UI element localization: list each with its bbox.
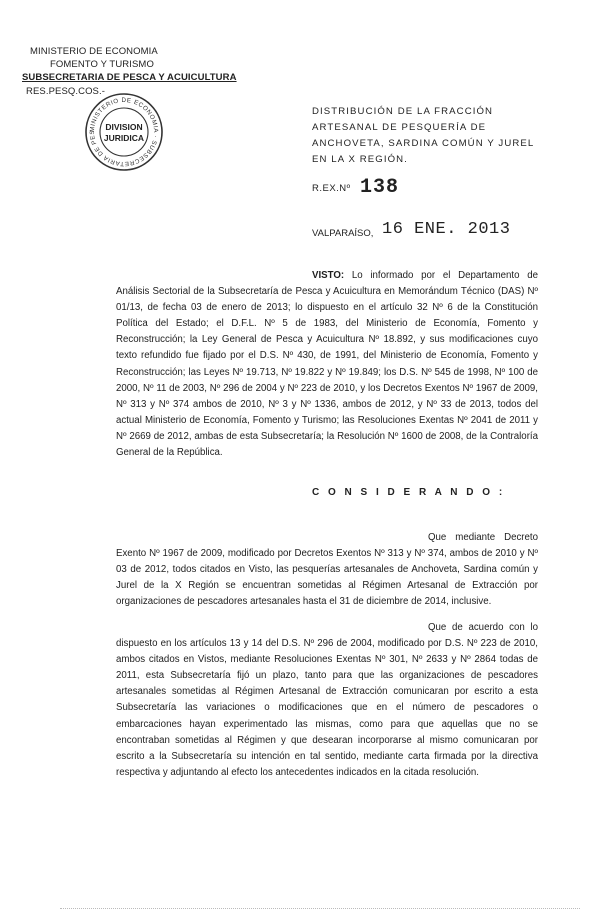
date-row [312,218,532,248]
stamp-ring-text: MINISTERIO DE ECONOMIA · SUBSECRETARIA DE PES [88,96,160,168]
considerando-paragraph-1: Que mediante Decreto Exento Nº 1967 de 2009, modificado por Decretos Exentos Nº 313 y Nº 374, ambos de 2010 y Nº 03 de 2012, todos citados en Visto, las pesquerías artesanales de Anchoveta, Sardina común y Jurel de la X Región se encuentran sometidas al Régimen Artesanal de Extracción por organizaciones de pescadores artesanales hasta el 31 de diciembre de 2014, inclusive. [116,532,538,608]
subsecretaria-line: SUBSECRETARIA DE PESCA Y ACUICULTURA [22,72,237,83]
considerando-heading: C O N S I D E R A N D O : [312,487,506,498]
footer-scan-line [60,908,580,910]
considerando-paragraph-2: Que de acuerdo con lo dispuesto en los artículos 13 y 14 del D.S. Nº 296 de 2004, modificado por D.S. Nº 223 de 2010, ambos citados en Vistos, mediante Resoluciones Exentas Nº 301, Nº 2633 y Nº 2864 todas de 2011, esta Subsecretaría fijó un plazo, tanto para que las organizaciones de pescadores artesanales sometidas al Régimen Artesanal de Extracción comunicaran por escrito a esta Subsecretaría las variaciones o modificaciones que en el número de pescadores o embarcaciones hayan experimentado las mismas, como para que aquellas que no se encontraban sometidas al Régimen y que desearan incorporarse al mismo comunicaran por escrito a la Subsecretaría su intención en tal sentido, mediante carta firmada por la directiva respectiva y adjuntando al efecto los antecedentes indicados en la citada resolución. [116,622,538,778]
resolution-label: R.EX.Nº [312,183,351,194]
seal-icon [84,92,164,172]
document-subject: DISTRIBUCIÓN DE LA FRACCIÓN ARTESANAL DE PESQUERÍA DE ANCHOVETA, SARDINA COMÚN Y JUREL EN LA X REGIÓN. [312,106,534,165]
visto-heading: VISTO: [312,270,345,281]
resolution-number-row [312,176,512,206]
division-juridica-stamp [84,92,164,172]
resolution-number: 138 [360,176,400,199]
ministry-subline: FOMENTO Y TURISMO [50,59,154,70]
visto-text: Lo informado por el Departamento de Análisis Sectorial de la Subsecretaría de Pesca y Acuicultura en Memorándum Técnico (DAS) Nº 01/13, de fecha 03 de enero de 2013; lo dispuesto en el artículo 32 Nº 6 de la Constitución Política del Estado; el D.F.L. Nº 5 de 1983, del Ministerio de Economía, Fomento y Reconstrucción; la Ley General de Pesca y Acuicultura Nº 18.892, y sus modificaciones cuyo texto refundido fue fijado por el D.S. Nº 430, de 1991, del Ministerio de Economía, Fomento y Reconstrucción; las Leyes Nº 19.713, Nº 19.822 y Nº 19.849; los D.S. Nº 545 de 1998, Nº 100 de 2000, Nº 11 de 2003, Nº 296 de 2004 y Nº 223 de 2010, y los Decretos Exentos Nº 1967 de 2009, Nº 313 y Nº 374 ambos de 2010, Nº 3 y Nº 1336, ambos de 2012, y Nº 33 de 2013, todos del actual Ministerio de Economía, Fomento y Turismo; las Resoluciones Exentas Nº 2041 de 2011 y Nº 2669 de 2012, ambas de esta Subsecretaría; la Resolución Nº 1600 de 2008, de la Contraloría General de la República. [116,270,538,459]
date-place: VALPARAÍSO, [312,228,374,239]
stamp-center-line1: DIVISION [105,122,143,132]
ministry-line: MINISTERIO DE ECONOMIA [30,46,158,57]
reference-line: RES.PESQ.COS.- [26,86,106,97]
date-stamp: 16 ENE. 2013 [382,220,511,239]
visto-section [116,268,538,461]
stamp-center-line2: JURIDICA [103,133,145,143]
